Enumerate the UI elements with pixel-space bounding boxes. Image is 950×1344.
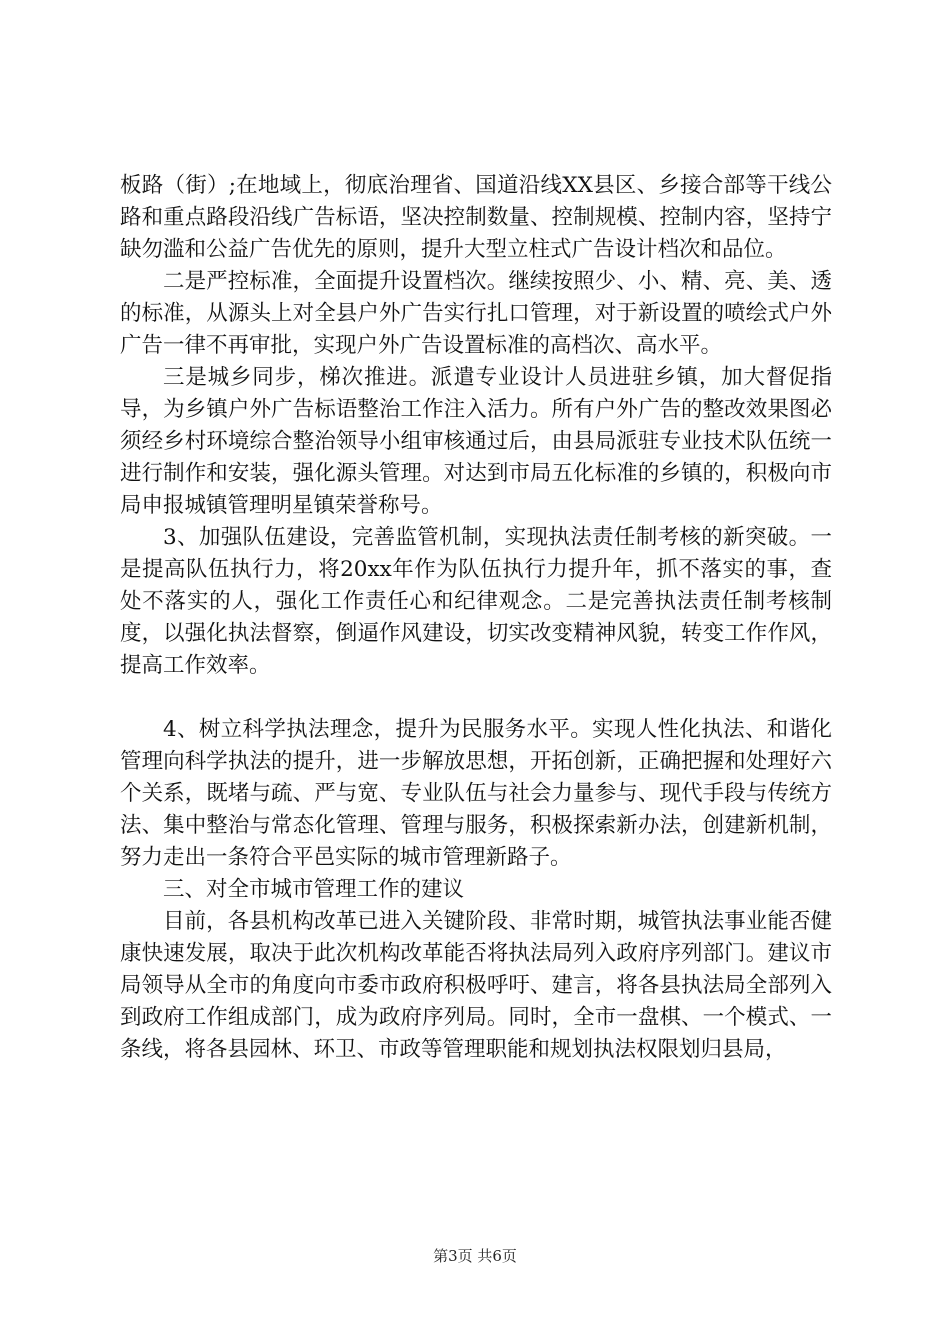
paragraph-team-building: 3、加强队伍建设，完善监管机制，实现执法责任制考核的新突破。一是提高队伍执行力，将20xx年作为队伍执行力提升年，抓不落实的事，查处不落实的人，强化工作责任心和纪律观念。二是完善执法责任制考核制度，以强化执法督察，倒逼作风建设，切实改变精神风貌，转变工作作风，提高工作效率。	[120, 525, 832, 678]
paragraph-strict-standards: 二是严控标准，全面提升设置档次。继续按照少、小、精、亮、美、透的标准，从源头上对全县户外广告实行扎口管理，对于新设置的喷绘式户外广告一律不再审批，实现户外广告设置标准的高档次、高水平。	[120, 269, 832, 358]
document-body	[120, 170, 832, 1066]
paragraph-scientific-enforcement: 4、树立科学执法理念，提升为民服务水平。实现人性化执法、和谐化管理向科学执法的提升，进一步解放思想，开拓创新，正确把握和处理好六个关系，既堵与疏、严与宽、专业队伍与社会力量参与、现代手段与传统方法、集中整治与常态化管理、管理与服务，积极探索新办法，创建新机制，努力走出一条符合平邑实际的城市管理新路子。	[120, 717, 832, 870]
paragraph-institutional-reform: 目前，各县机构改革已进入关键阶段、非常时期，城管执法事业能否健康快速发展，取决于此次机构改革能否将执法局列入政府序列部门。建议市局领导从全市的角度向市委市政府积极呼吁、建言，将各县执法局全部列入到政府工作组成部门，成为政府序列局。同时，全市一盘棋、一个模式、一条线，将各县园林、环卫、市政等管理职能和规划执法权限划归县局，	[120, 909, 832, 1062]
paragraph-urban-rural-sync: 三是城乡同步，梯次推进。派遣专业设计人员进驻乡镇，加大督促指导，为乡镇户外广告标语整治工作注入活力。所有户外广告的整改效果图必须经乡村环境综合整治领导小组审核通过后，由县局派驻专业技术队伍统一进行制作和安装，强化源头管理。对达到市局五化标准的乡镇的，积极向市局申报城镇管理明星镇荣誉称号。	[120, 365, 832, 518]
section-heading-suggestions: 三、对全市城市管理工作的建议	[163, 877, 465, 902]
paragraph-continuation: 板路（街）;在地域上，彻底治理省、国道沿线XX县区、乡接合部等干线公路和重点路段沿线广告标语，坚决控制数量、控制规模、控制内容，坚持宁缺勿滥和公益广告优先的原则，提升大型立柱式广告设计档次和品位。	[120, 173, 832, 262]
page-number-footer: 第3页 共6页	[433, 1247, 517, 1265]
